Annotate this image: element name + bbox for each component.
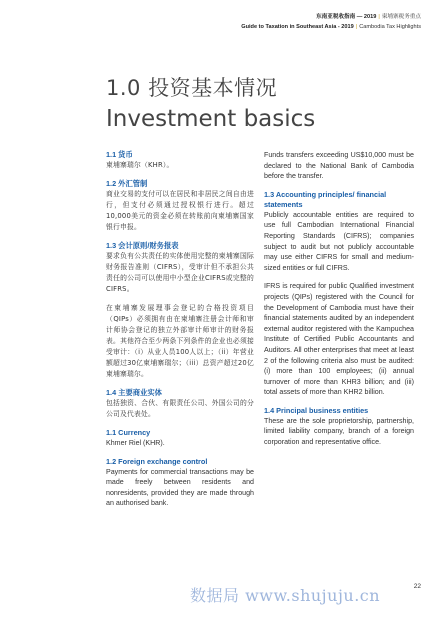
header-line-zh [241, 12, 421, 22]
header-separator-en: | [355, 24, 358, 30]
section-heading-accounting-en: 1.3 Accounting principles/ financial statements [264, 189, 387, 209]
header-title-zh: 东南亚税收指南 — 2019 [316, 14, 377, 20]
section-text-audit-en: IFRS is required for public Qualified investment projects (QIPs) registered with the Council for the Development of Cambodia must have their financial statements audited by an independent external auditor registered with the Kampuchea Institute of Certified Public Accountants and Auditors. All other enterprises that meet at least 2 of the following criteria also must be audited: (i) more than 100 employees; (ii) annual turnover of more than KHR3 billion; and (iii) total assets of more than KHR2 billion. [264, 282, 414, 397]
watermark-text: 数据局 www.shujuju.cn [190, 586, 381, 605]
section-text-entities-en: These are the sole proprietorship, partnership, limited liability company, branch of a foreign corporation and representative office. [264, 416, 414, 447]
section-heading-entities-en: 1.4 Principal business entities [264, 405, 369, 415]
section-text-fx-zh: 商业交易的支付可以在居民和非居民之间自由进行，但支付必须通过授权银行进行。超过10,000美元的资金必须在转账前向柬埔寨国家银行申报。 [106, 190, 254, 231]
section-text-accounting-zh: 要求负有公共责任的实体使用完整的柬埔寨国际财务报告准则（CIFRS），受审计但不承担公共责任的公司可以使用中小型企业CIFRS或完整的CIFRS。 [106, 252, 254, 293]
section-text-currency-zh: 柬埔寨瑞尔（KHR）。 [106, 161, 174, 169]
section-heading-fx-en: 1.2 Foreign exchange control [106, 456, 208, 466]
section-text-fx-en: Payments for commercial transactions may be made freely between residents and nonresidents, provided they are made through an authorised bank. [106, 467, 254, 508]
section-heading-currency-en: 1.1 Currency [106, 428, 151, 437]
section-text-currency-en: Khmer Riel (KHR). [106, 439, 165, 447]
section-text-entities-zh: 包括独资、合伙、有限责任公司、外国公司的分公司及代表处。 [106, 399, 254, 418]
section-heading-currency-zh: 1.1 货币 [106, 150, 133, 159]
section-text-fx-en-cont: Funds transfers exceeding US$10,000 must be declared to the National Bank of Cambodia before the transfer. [264, 151, 414, 181]
right-column [264, 150, 414, 448]
left-column [106, 150, 254, 509]
section-heading-entities-zh: 1.4 主要商业实体 [106, 388, 162, 397]
section-text-accounting-en: Publicly accountable entities are required to use full Cambodian International Financial Reporting Standards (CIFRS); companies subject to audit but not publicly accountable may use either CIFRS for small and medium-sized entities or full CIFRS. [264, 210, 414, 272]
page-title-en: Investment basics [106, 106, 316, 132]
header-subtitle-zh: 柬埔寨税务重点 [381, 14, 421, 20]
header-separator: | [378, 14, 380, 20]
page-number: 22 [413, 583, 421, 590]
page-title-zh: 1.0 投资基本情况 [106, 76, 278, 100]
section-heading-fx-zh: 1.2 外汇管制 [106, 179, 148, 188]
header-subtitle-en: Cambodia Tax Highlights [359, 24, 421, 30]
section-text-audit-zh: 在柬埔寨发展理事会登记的合格投资项目（QIPs）必须拥有由在柬埔寨注册会计师和审计师协会登记的独立外部审计师审计的财务报表。其他符合至少两条下列条件的企业也必须接受审计：（i）从业人员100人以上；（ii）年营业额超过30亿柬埔寨瑞尔；（iii）总资产超过20亿柬埔寨瑞尔。 [106, 304, 254, 378]
header-title-en: Guide to Taxation in Southeast Asia - 2019 [241, 24, 354, 30]
running-header [241, 12, 421, 32]
page-title [106, 72, 315, 132]
section-heading-accounting-zh: 1.3 会计原则/财务报表 [106, 241, 179, 250]
header-line-en [241, 22, 421, 32]
